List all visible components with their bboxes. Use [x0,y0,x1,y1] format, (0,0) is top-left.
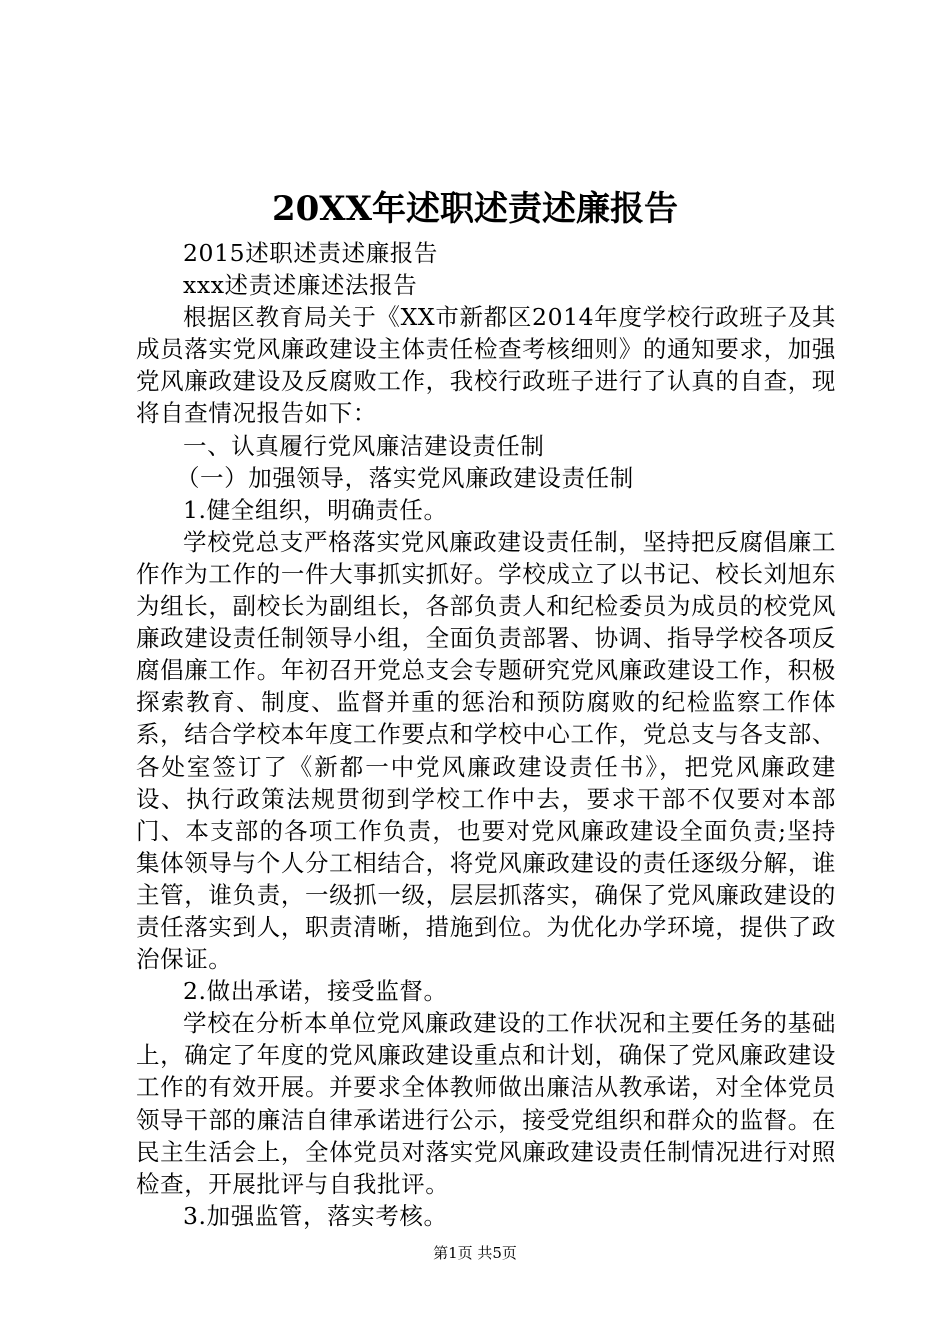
paragraph: 学校在分析本单位党风廉政建设的工作状况和主要任务的基础上，确定了年度的党风廉政建设重点和计划，确保了党风廉政建设工作的有效开展。并要求全体教师做出廉洁从教承诺，对全体党员领导干部的廉洁自律承诺进行公示，接受党组织和群众的监督。在民主生活会上，全体党员对落实党风廉政建设责任制情况进行对照检查，开展批评与自我批评。 [136,1009,836,1198]
subsection-heading: （一）加强领导，落实党风廉政建设责任制 [175,463,634,492]
document-body [136,237,836,1232]
paragraph: 根据区教育局关于《XX市新都区2014年度学校行政班子及其成员落实党风廉政建设主体责任检查考核细则》的通知要求，加强党风廉政建设及反腐败工作，我校行政班子进行了认真的自查，现将自查情况报告如下： [136,303,836,428]
paragraph: xxx述责述廉述法报告 [183,271,418,300]
paragraph: 2015述职述责述廉报告 [183,239,439,267]
item-heading: 2.做出承诺，接受监督。 [183,977,448,1006]
paragraph: 学校党总支严格落实党风廉政建设责任制，坚持把反腐倡廉工作作为工作的一件大事抓实抓好。学校成立了以书记、校长刘旭东为组长，副校长为副组长，各部负责人和纪检委员为成员的校党风廉政建设责任制领导小组，全面负责部署、协调、指导学校各项反腐倡廉工作。年初召开党总支会专题研究党风廉政建设工作，积极探索教育、制度、监督并重的惩治和预防腐败的纪检监察工作体系，结合学校本年度工作要点和学校中心工作，党总支与各支部、各处室签订了《新都一中党风廉政建设责任书》，把党风廉政建设、执行政策法规贯彻到学校工作中去，要求干部不仅要对本部门、本支部的各项工作负责，也要对党风廉政建设全面负责;坚持集体领导与个人分工相结合，将党风廉政建设的责任逐级分解，谁主管，谁负责，一级抓一级，层层抓落实，确保了党风廉政建设的责任落实到人，职责清晰，措施到位。为优化办学环境，提供了政治保证。 [136,527,836,974]
document-title: 20XX年述职述责述廉报告 [271,189,679,229]
page-footer: 第1页 共5页 [433,1244,517,1262]
item-heading: 1.健全组织，明确责任。 [183,495,448,524]
item-heading: 3.加强监管，落实考核。 [183,1201,448,1230]
section-heading: 一、认真履行党风廉洁建设责任制 [183,431,545,460]
